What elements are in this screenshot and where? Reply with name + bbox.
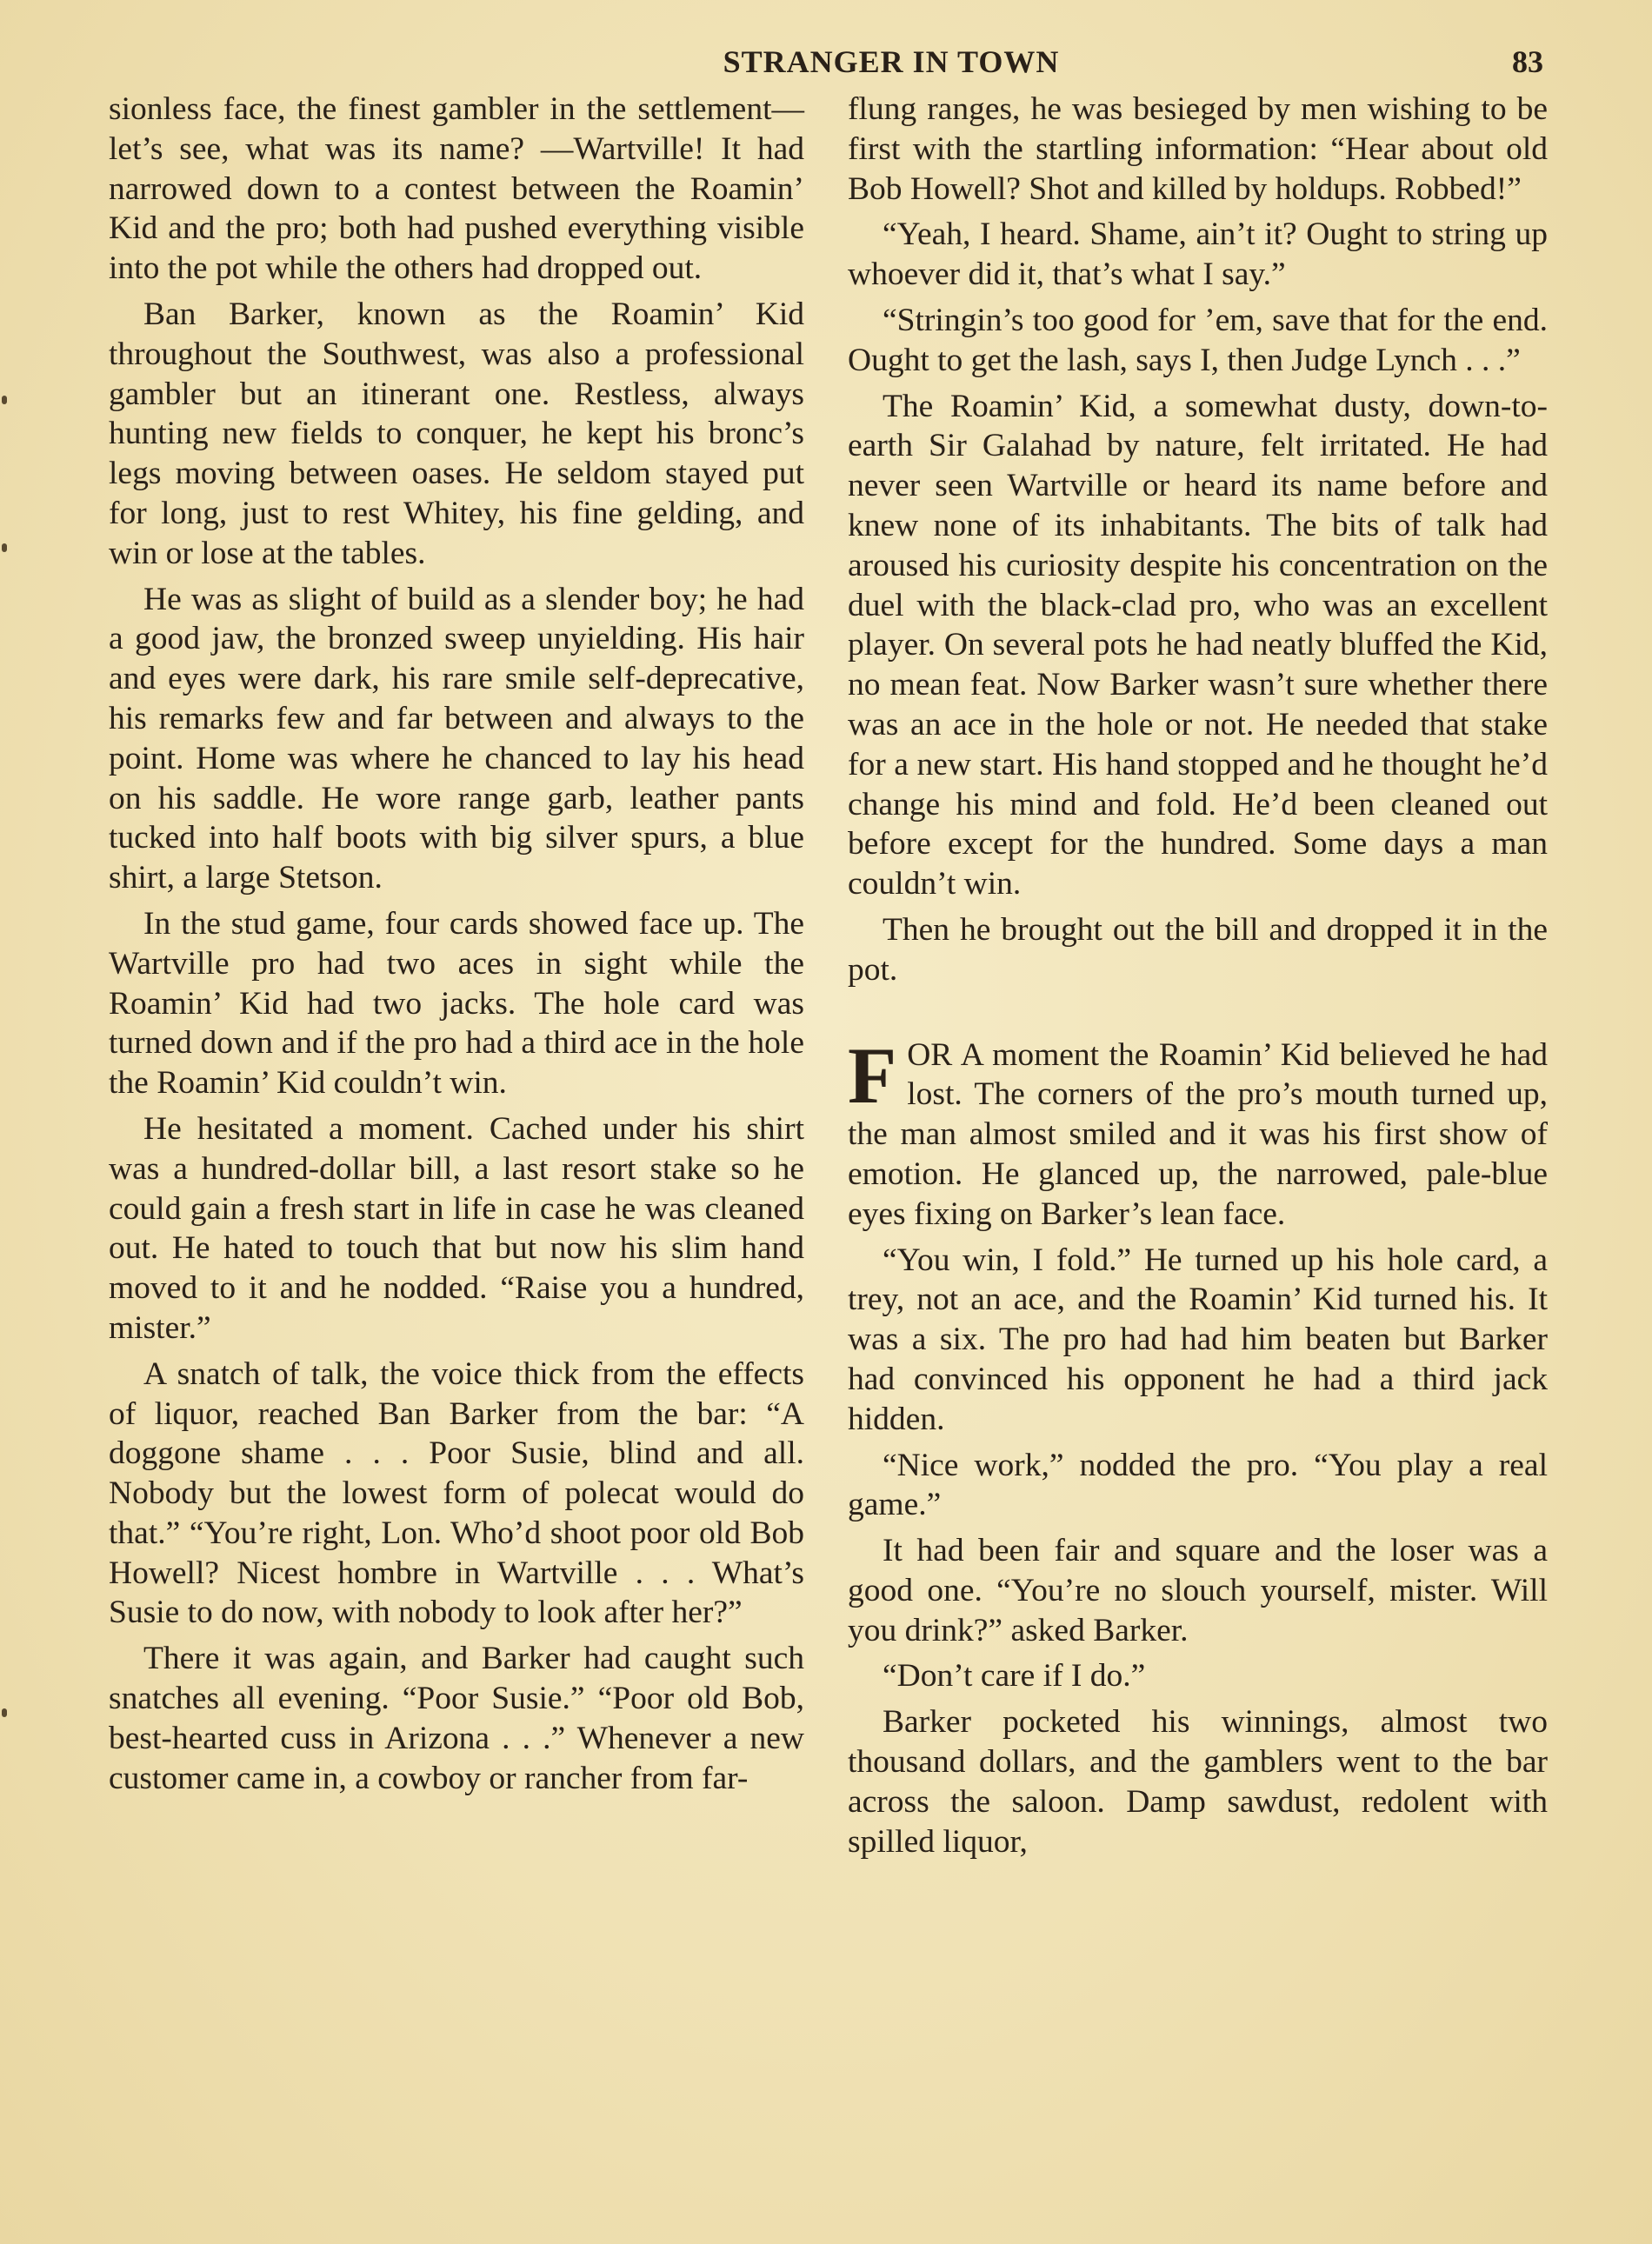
drop-cap: F	[848, 1030, 897, 1120]
page-number: 83	[1512, 44, 1543, 79]
paragraph: Then he brought out the bill and dropped it in the pot.	[848, 911, 1548, 988]
paragraph: “You win, I fold.” He turned up his hole card, a trey, not an ace, and the Roamin’ Kid turned his. It was a six. The pro had had him beaten but Barker had convinced his opponent he had a third jack hidden.	[848, 1242, 1548, 1437]
paragraph: Ban Barker, known as the Roamin’ Kid throughout the Southwest, was also a professional gambler but an itinerant one. Restless, always hunting new fields to conquer, he kept his bronc’s legs moving between oases. He seldom stayed put for long, just to rest Whitey, his fine gelding, and win or lose at the tables.	[109, 296, 804, 571]
paragraph: There it was again, and Barker had caught such snatches all evening. “Poor Susie.” “Poor old Bob, best-hearted cuss in Arizona . . .” Whenever a new customer came in, a cowboy or rancher from far-	[109, 1641, 804, 1796]
paragraph: Barker pocketed his winnings, almost two thousand dollars, and the gamblers went to the bar across the saloon. Damp sawdust, redolent with spilled liquor,	[848, 1704, 1548, 1860]
section-start-paragraph	[848, 1030, 1548, 1235]
paragraph: “Don’t care if I do.”	[883, 1658, 1146, 1695]
paragraph: sionless face, the finest gambler in the settlement—let’s see, what was its name? —Wartville! It had narrowed down to a contest between the Roamin’ Kid and the pro; both had pushed everything visible into the pot while the others had dropped out.	[109, 91, 804, 287]
paragraph: “Nice work,” nodded the pro. “You play a real game.”	[848, 1447, 1548, 1523]
paragraph: “Stringin’s too good for ’em, save that for the end. Ought to get the lash, says I, then Judge Lynch . . .”	[848, 302, 1548, 378]
paragraph: He hesitated a moment. Cached under his shirt was a hundred-dollar bill, a last resort stake so he could gain a fresh start in life in case he was cleaned out. He hated to touch that but now his slim hand moved to it and he nodded. “Raise you a hundred, mister.”	[109, 1110, 804, 1346]
paragraph: It had been fair and square and the loser was a good one. “You’re no slouch yourself, mister. Will you drink?” asked Barker.	[848, 1533, 1548, 1648]
page-header	[109, 43, 1543, 87]
edge-mark	[2, 396, 7, 404]
paragraph: “Yeah, I heard. Shame, ain’t it? Ought to string up whoever did it, that’s what I say.”	[848, 216, 1548, 293]
paragraph: flung ranges, he was besieged by men wishing to be first with the startling information: “Hear about old Bob Howell? Shot and killed by holdups. Robbed!”	[848, 91, 1548, 207]
paragraph: The Roamin’ Kid, a somewhat dusty, down-to-earth Sir Galahad by nature, felt irritated. He had never seen Wartville or heard its name before and knew none of its inhabitants. The bits of talk had aroused his curiosity despite his concentration on the duel with the black-clad pro, who was an excellent player. On several pots he had neatly bluffed the Kid, no mean feat. Now Barker wasn’t sure whether there was an ace in the hole or not. He needed that stake for a new start. His hand stopped and he thought he’d change his mind and fold. He’d been cleaned out before except for the hundred. Some days a man couldn’t win.	[848, 388, 1548, 902]
running-head: STRANGER IN TOWN	[723, 44, 1060, 79]
paragraph-text: OR A moment the Roamin’ Kid believed he had lost. The corners of the pro’s mouth turned up, the man almost smiled and it was his first show of emotion. He glanced up, the narrowed, pale-blue eyes fixing on Barker’s lean face.	[848, 1036, 1548, 1232]
edge-mark	[2, 543, 7, 552]
paragraph: A snatch of talk, the voice thick from the effects of liquor, reached Ban Barker from the bar: “A doggone shame . . . Poor Susie, blind and all. Nobody but the lowest form of polecat would do that.” “You’re right, Lon. Who’d shoot poor old Bob Howell? Nicest hombre in Wartville . . . What’s Susie to do now, with nobody to look after her?”	[109, 1355, 804, 1631]
left-column	[109, 90, 804, 1804]
edge-mark	[2, 1708, 7, 1717]
paragraph: In the stud game, four cards showed face up. The Wartville pro had two aces in sight while the Roamin’ Kid had two jacks. The hole card was turned down and if the pro had a third ace in the hole the Roamin’ Kid couldn’t win.	[109, 905, 804, 1102]
right-column	[848, 90, 1548, 1868]
paragraph: He was as slight of build as a slender boy; he had a good jaw, the bronzed sweep unyielding. His hair and eyes were dark, his rare smile self-deprecative, his remarks few and far between and always to the point. Home was where he chanced to lay his head on his saddle. He wore range garb, leather pants tucked into half boots with big silver spurs, a blue shirt, a large Stetson.	[109, 581, 804, 896]
